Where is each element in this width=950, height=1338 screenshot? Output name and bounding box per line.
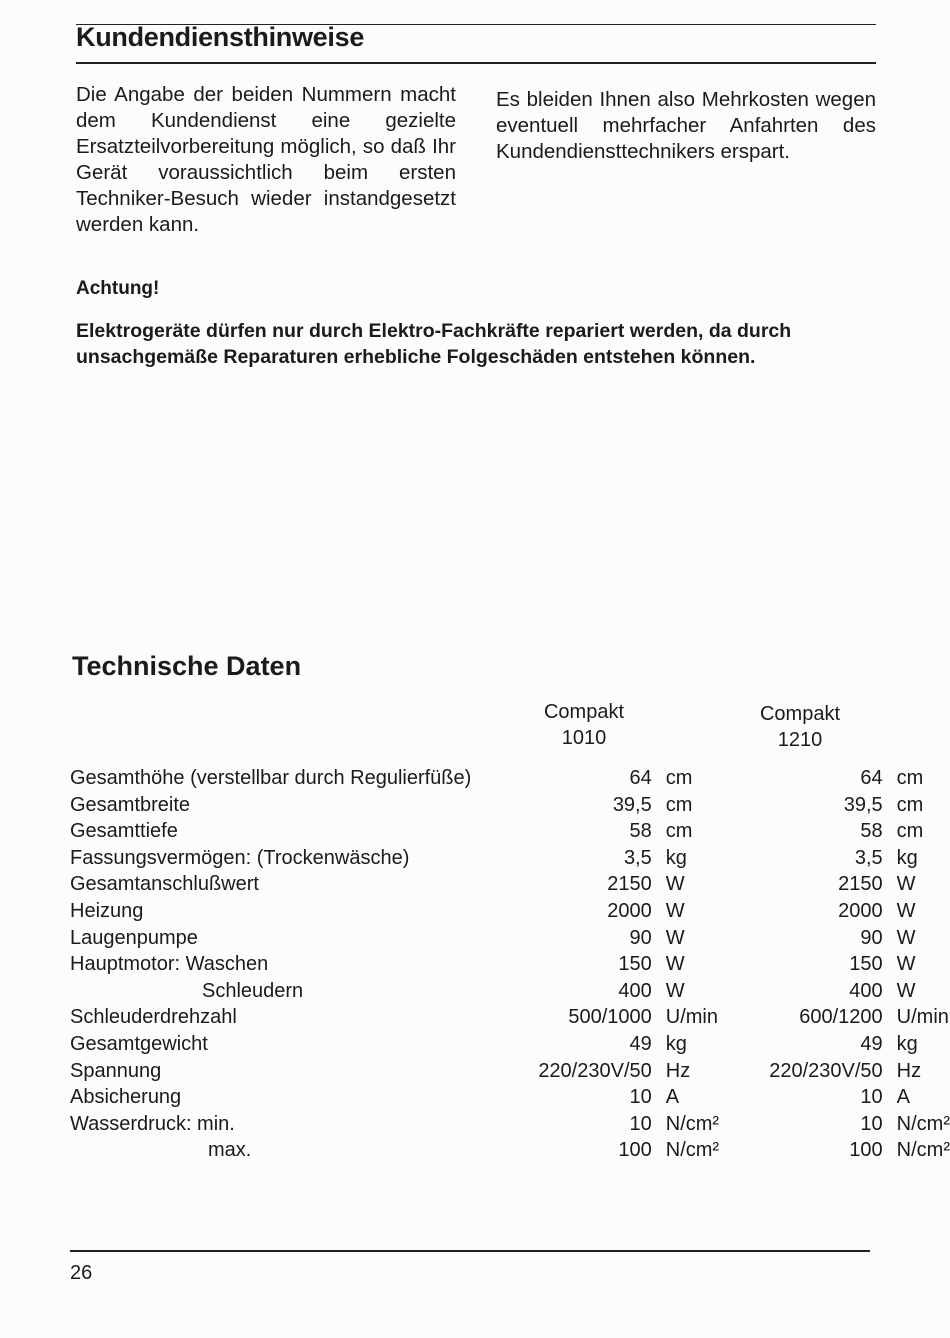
- spec-value-1210: 150: [849, 953, 883, 976]
- spec-label: Heizung: [70, 899, 144, 922]
- spec-value-1210: 90: [860, 926, 883, 949]
- spec-label: Hauptmotor: Waschen: [70, 953, 269, 976]
- spec-value-1210: 10: [860, 1086, 883, 1109]
- spec-unit-1210: A: [896, 1086, 911, 1109]
- spec-row: [70, 792, 950, 819]
- spec-value-1010: 2150: [607, 873, 652, 896]
- spec-label: Laugenpumpe: [70, 926, 198, 949]
- technical-title: Technische Daten: [72, 651, 302, 681]
- spec-value-1010: 39,5: [612, 793, 652, 816]
- model-1-header: [524, 699, 644, 751]
- spec-label: Spannung: [70, 1059, 162, 1082]
- spec-unit-1210: cm: [896, 820, 924, 843]
- spec-label: Gesamtgewicht: [70, 1032, 208, 1055]
- spec-value-1210: 10: [860, 1112, 883, 1135]
- warning-heading: Achtung!: [76, 278, 160, 299]
- spec-value-1010: 220/230V/50: [538, 1059, 652, 1082]
- spec-value-1010: 49: [629, 1032, 652, 1055]
- service-title: Kundendiensthinweise: [76, 22, 365, 52]
- spec-value-1010: 64: [629, 767, 652, 789]
- spec-value-1010: 10: [629, 1086, 652, 1109]
- spec-unit-1210: N/cm²: [896, 1112, 950, 1135]
- spec-unit-1010: N/cm²: [665, 1139, 720, 1162]
- spec-row: [70, 1058, 950, 1085]
- spec-unit-1010: cm: [665, 793, 693, 816]
- spec-unit-1210: W: [896, 873, 916, 896]
- spec-unit-1210: W: [896, 953, 916, 976]
- warning-text: Elektrogeräte dürfen nur durch Elektro-Fachkräfte repariert werden, da durch unsachgemäße Reparaturen erhebliche Folgeschäden entstehen können.: [76, 320, 792, 368]
- spec-unit-1010: kg: [665, 1032, 687, 1055]
- spec-label: Gesamttiefe: [70, 820, 178, 843]
- spec-row: [70, 898, 950, 925]
- specs-table: [70, 765, 950, 1164]
- spec-value-1210: 2000: [838, 899, 883, 922]
- spec-row: [70, 818, 950, 845]
- spec-row: [70, 951, 950, 978]
- spec-label: Gesamtbreite: [70, 793, 191, 816]
- spec-value-1210: 64: [860, 767, 883, 789]
- spec-unit-1210: W: [896, 926, 916, 949]
- spec-row: [70, 925, 950, 952]
- spec-unit-1010: U/min: [665, 1006, 718, 1029]
- page-number: 26: [70, 1262, 93, 1284]
- spec-value-1010: 500/1000: [568, 1006, 652, 1029]
- spec-value-1010: 150: [618, 953, 652, 976]
- model-2-name: Compakt: [759, 703, 841, 725]
- spec-value-1210: 58: [860, 820, 883, 843]
- spec-value-1210: 220/230V/50: [769, 1059, 883, 1082]
- spec-value-1210: 100: [849, 1139, 883, 1162]
- spec-value-1010: 10: [629, 1112, 652, 1135]
- spec-row: [70, 1004, 950, 1031]
- spec-label: Schleudern: [202, 979, 304, 1002]
- spec-row: [70, 765, 950, 792]
- spec-row: [70, 1031, 950, 1058]
- spec-unit-1010: kg: [665, 846, 687, 869]
- spec-value-1010: 58: [629, 820, 652, 843]
- spec-label: max.: [208, 1139, 252, 1162]
- spec-label: Gesamtanschlußwert: [70, 873, 259, 896]
- spec-row: [70, 871, 950, 898]
- spec-unit-1010: A: [665, 1086, 680, 1109]
- spec-value-1210: 2150: [838, 873, 883, 896]
- spec-unit-1010: W: [665, 979, 685, 1002]
- spec-unit-1210: cm: [896, 767, 924, 789]
- service-title-rule: [76, 62, 876, 64]
- service-left-paragraph: Die Angabe der beiden Nummern macht dem Kundendienst eine gezielte Ersatzteilvorbereitung möglich, so daß Ihr Gerät voraussichtlich beim ersten Techniker-Besuch wieder instandgesetzt werden kann.: [76, 83, 456, 236]
- spec-unit-1210: Hz: [896, 1059, 922, 1082]
- spec-row: [70, 1111, 950, 1138]
- spec-label: Wasserdruck: min.: [70, 1112, 235, 1135]
- spec-value-1210: 600/1200: [799, 1006, 883, 1029]
- spec-unit-1010: W: [665, 873, 685, 896]
- service-right-paragraph: Es bleiden Ihnen also Mehrkosten wegen eventuell mehrfacher Anfahrten des Kundendiensttechnikers erspart.: [496, 88, 876, 163]
- spec-value-1010: 2000: [607, 899, 652, 922]
- spec-value-1210: 400: [849, 979, 883, 1002]
- spec-value-1210: 49: [860, 1032, 883, 1055]
- model-2-header: [740, 701, 860, 753]
- spec-row: [70, 978, 950, 1005]
- spec-unit-1010: cm: [665, 820, 693, 843]
- spec-unit-1210: W: [896, 979, 916, 1002]
- spec-row: [70, 1137, 950, 1164]
- spec-value-1210: 3,5: [854, 846, 883, 869]
- spec-label: Schleuderdrehzahl: [70, 1006, 237, 1029]
- spec-value-1010: 100: [618, 1139, 652, 1162]
- spec-unit-1010: W: [665, 926, 685, 949]
- model-1-name: Compakt: [543, 701, 625, 723]
- spec-value-1010: 90: [629, 926, 652, 949]
- spec-label: Fassungsvermögen: (Trockenwäsche): [70, 846, 410, 869]
- footer-rule: [70, 1250, 870, 1252]
- model-1-number: 1010: [561, 727, 607, 749]
- spec-unit-1010: cm: [665, 767, 693, 789]
- spec-value-1010: 3,5: [623, 846, 652, 869]
- spec-unit-1010: Hz: [665, 1059, 691, 1082]
- spec-unit-1210: N/cm²: [896, 1139, 950, 1162]
- spec-value-1010: 400: [618, 979, 652, 1002]
- spec-unit-1210: cm: [896, 793, 924, 816]
- model-2-number: 1210: [777, 729, 823, 751]
- spec-label: Gesamthöhe (verstellbar durch Regulierfüße): [70, 767, 472, 789]
- spec-row: [70, 1084, 950, 1111]
- spec-unit-1010: W: [665, 953, 685, 976]
- spec-unit-1010: W: [665, 899, 685, 922]
- spec-unit-1210: W: [896, 899, 916, 922]
- spec-unit-1010: N/cm²: [665, 1112, 720, 1135]
- spec-unit-1210: U/min: [896, 1006, 949, 1029]
- spec-label: Absicherung: [70, 1086, 182, 1109]
- spec-value-1210: 39,5: [843, 793, 883, 816]
- spec-unit-1210: kg: [896, 846, 918, 869]
- spec-unit-1210: kg: [896, 1032, 918, 1055]
- spec-row: [70, 845, 950, 872]
